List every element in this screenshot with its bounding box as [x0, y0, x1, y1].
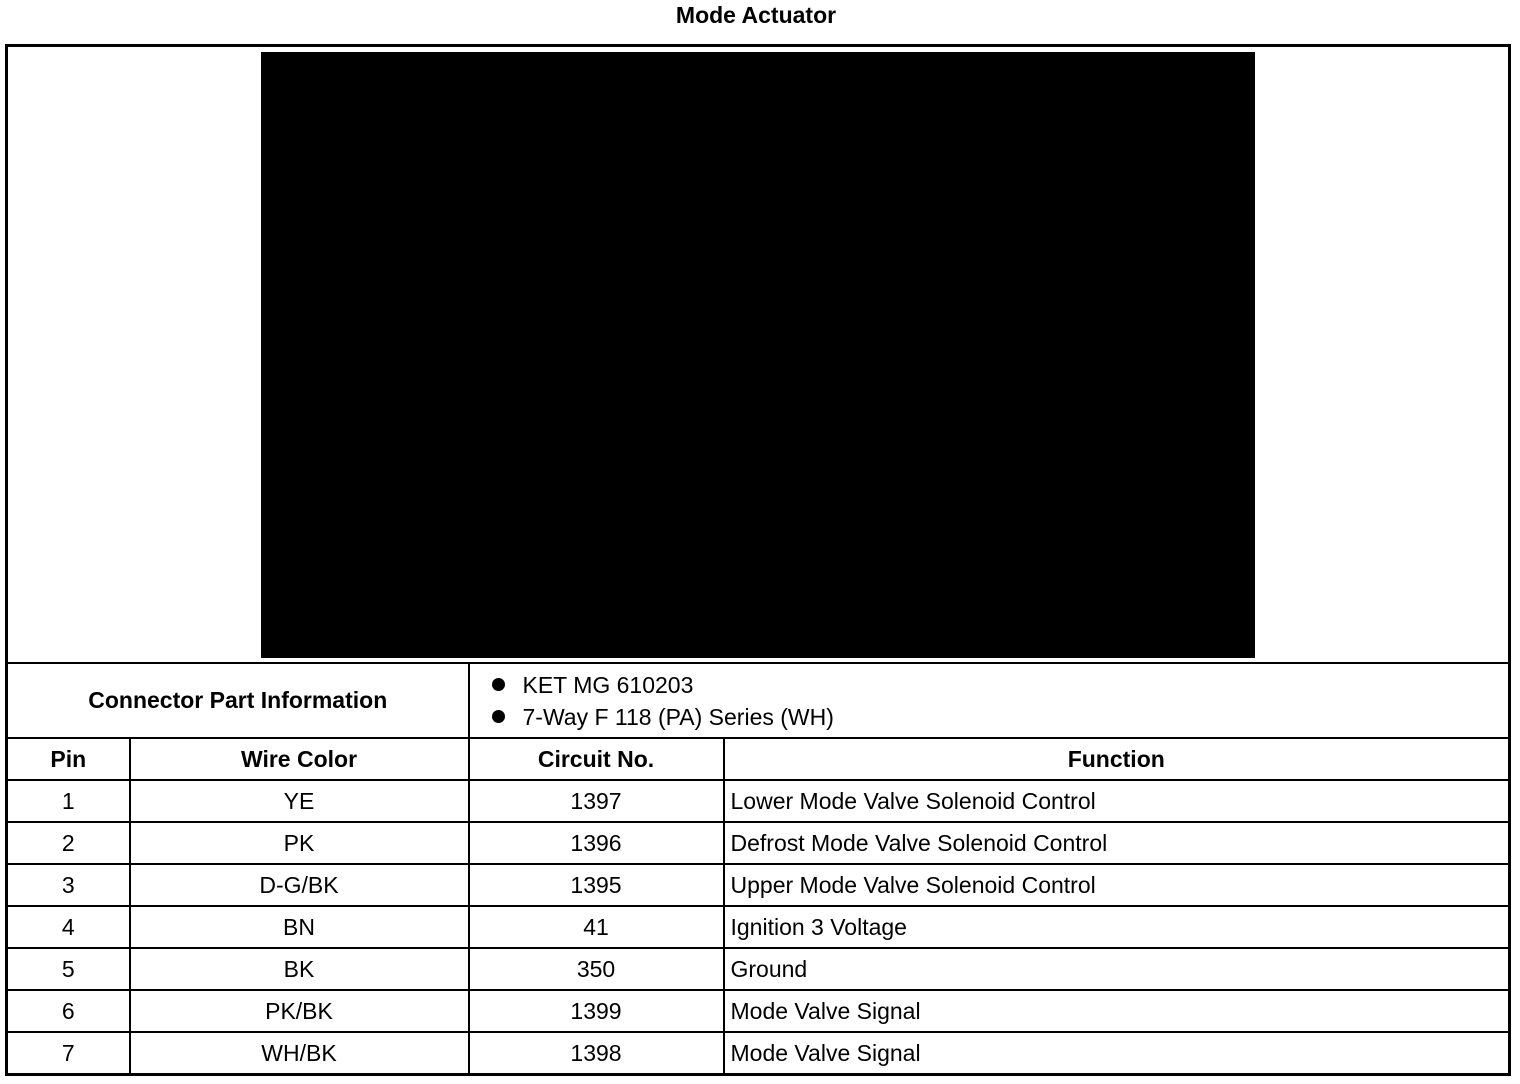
pin-cell: 1 [7, 780, 130, 822]
circuit-cell: 41 [469, 906, 724, 948]
wire-color-cell: WH/BK [130, 1032, 469, 1075]
pin-cell: 4 [7, 906, 130, 948]
part-info-label: Connector Part Information [7, 663, 469, 738]
table-row [7, 780, 1510, 822]
wire-color-cell: PK/BK [130, 990, 469, 1032]
function-cell: Mode Valve Signal [724, 1032, 1510, 1075]
header-pin: Pin [7, 738, 130, 780]
pin-cell: 2 [7, 822, 130, 864]
bullet-icon [492, 678, 505, 691]
circuit-cell: 350 [469, 948, 724, 990]
function-cell: Defrost Mode Valve Solenoid Control [724, 822, 1510, 864]
header-wire-color: Wire Color [130, 738, 469, 780]
part-info-item [492, 701, 1509, 733]
circuit-cell: 1398 [469, 1032, 724, 1075]
table-row [7, 948, 1510, 990]
header-circuit: Circuit No. [469, 738, 724, 780]
function-cell: Mode Valve Signal [724, 990, 1510, 1032]
wire-color-cell: BN [130, 906, 469, 948]
function-cell: Upper Mode Valve Solenoid Control [724, 864, 1510, 906]
part-info-text: 7-Way F 118 (PA) Series (WH) [522, 703, 834, 730]
header-function: Function [724, 738, 1510, 780]
wire-color-cell: PK [130, 822, 469, 864]
connector-image [261, 52, 1255, 658]
table-row [7, 1032, 1510, 1075]
table-row [7, 864, 1510, 906]
wire-color-cell: D-G/BK [130, 864, 469, 906]
image-row [7, 46, 1510, 664]
part-info-text: KET MG 610203 [522, 671, 694, 698]
function-cell: Lower Mode Valve Solenoid Control [724, 780, 1510, 822]
header-row [7, 738, 1510, 780]
wire-color-cell: BK [130, 948, 469, 990]
image-cell [7, 46, 1510, 664]
pin-cell: 6 [7, 990, 130, 1032]
function-cell: Ground [724, 948, 1510, 990]
bullet-icon [492, 710, 505, 723]
circuit-cell: 1397 [469, 780, 724, 822]
part-info-row [7, 663, 1510, 738]
table-row [7, 990, 1510, 1032]
circuit-cell: 1395 [469, 864, 724, 906]
page-title: Mode Actuator [675, 2, 837, 28]
pin-cell: 7 [7, 1032, 130, 1075]
wire-color-cell: YE [130, 780, 469, 822]
table-row [7, 906, 1510, 948]
table-row [7, 822, 1510, 864]
connector-table [5, 44, 1511, 1076]
circuit-cell: 1399 [469, 990, 724, 1032]
pin-cell: 3 [7, 864, 130, 906]
circuit-cell: 1396 [469, 822, 724, 864]
function-cell: Ignition 3 Voltage [724, 906, 1510, 948]
pin-cell: 5 [7, 948, 130, 990]
part-info-list [469, 663, 1510, 738]
part-info-item [492, 669, 1509, 701]
